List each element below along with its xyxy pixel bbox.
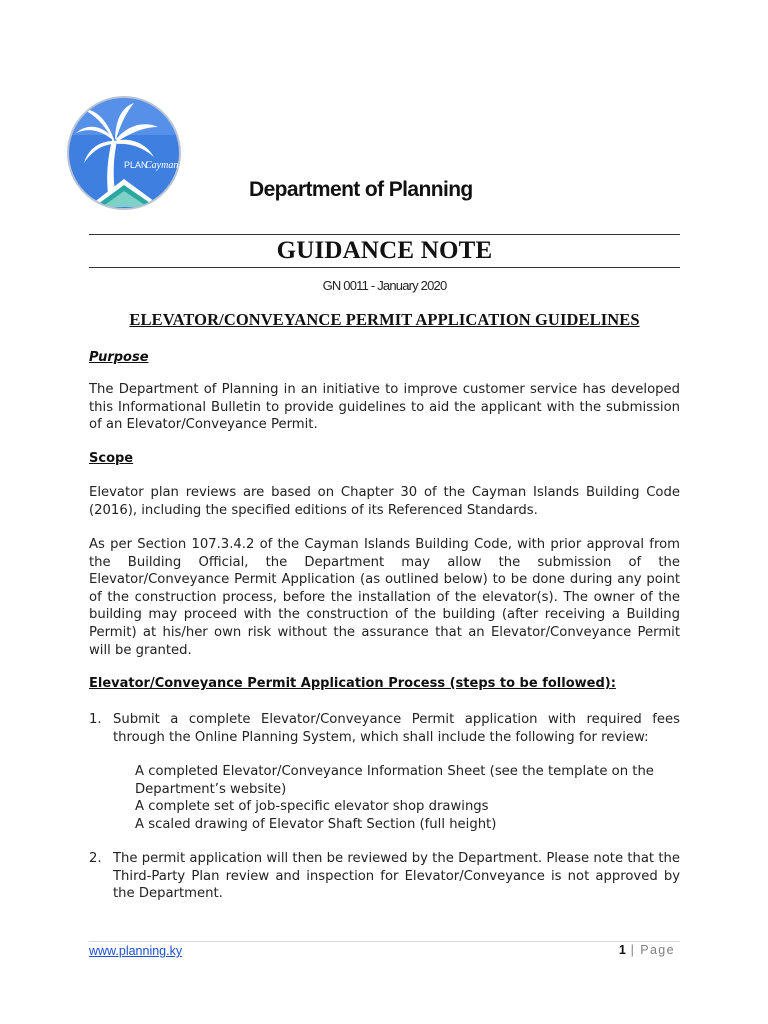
title-bottom-rule [89, 267, 680, 268]
page-label: Page [640, 943, 675, 957]
purpose-heading: Purpose [89, 350, 149, 365]
purpose-text: The Department of Planning in an initiative to improve customer service has developed this Informational Bulletin to provide guidelines to aid the applicant with the submission of an Elevator/Conveyance Permit. [89, 382, 680, 433]
step-text: The permit application will then be reviewed by the Department. Please note that the Third-Party Plan review and inspection for Elevator/Conveyance is not approved by the Department. [113, 851, 680, 902]
page-number [600, 943, 675, 957]
step-number: 2. [89, 851, 102, 866]
document-subtitle: ELEVATOR/CONVEYANCE PERMIT APPLICATION GUIDELINES [129, 310, 640, 329]
process-step-1 [89, 711, 680, 746]
palm-tree-logo-icon [66, 95, 182, 211]
website-link[interactable]: www.planning.ky [89, 944, 183, 958]
department-name: Department of Planning [249, 178, 473, 201]
required-documents-list [135, 763, 680, 833]
scope-paragraph-1: Elevator plan reviews are based on Chapter 30 of the Cayman Islands Building Code (2016), including the specified editions of its Referenced Standards. [89, 485, 680, 518]
process-step-2 [89, 850, 680, 903]
process-heading: Elevator/Conveyance Permit Application Process (steps to be followed): [89, 676, 616, 691]
plan-cayman-logo [66, 95, 182, 211]
logo-text-plan: PLAN [124, 160, 148, 170]
scope-heading: Scope [89, 451, 134, 466]
step-number: 1. [89, 712, 102, 727]
page-number-value: 1 [618, 943, 626, 957]
page-separator: | [630, 943, 636, 957]
list-item: A complete set of job-specific elevator shop drawings [135, 799, 489, 815]
guidance-note-number: GN 0011 - January 2020 [322, 278, 447, 293]
title-top-rule [89, 234, 680, 235]
logo-text-cayman: Cayman [145, 160, 179, 171]
step-text: Submit a complete Elevator/Conveyance Permit application with required fees through the Online Planning System, which shall include the following for review: [113, 712, 680, 745]
list-item: A scaled drawing of Elevator Shaft Section (full height) [135, 816, 497, 832]
scope-paragraph-2: As per Section 107.3.4.2 of the Cayman Islands Building Code, with prior approval from the Building Official, the Department may allow the submission of the Elevator/Conveyance Permit Application (as outlined below) to be done during any point of the construction process, before the installation of the elevator(s). The owner of the building may proceed with the construction of the building (after receiving a Building Permit) at his/her own risk without the assurance that an Elevator/Conveyance Permit will be granted. [89, 537, 680, 658]
list-item: A completed Elevator/Conveyance Information Sheet (see the template on the Department’s website) [135, 764, 654, 797]
document-title: GUIDANCE NOTE [276, 237, 493, 264]
footer-rule [89, 941, 680, 942]
